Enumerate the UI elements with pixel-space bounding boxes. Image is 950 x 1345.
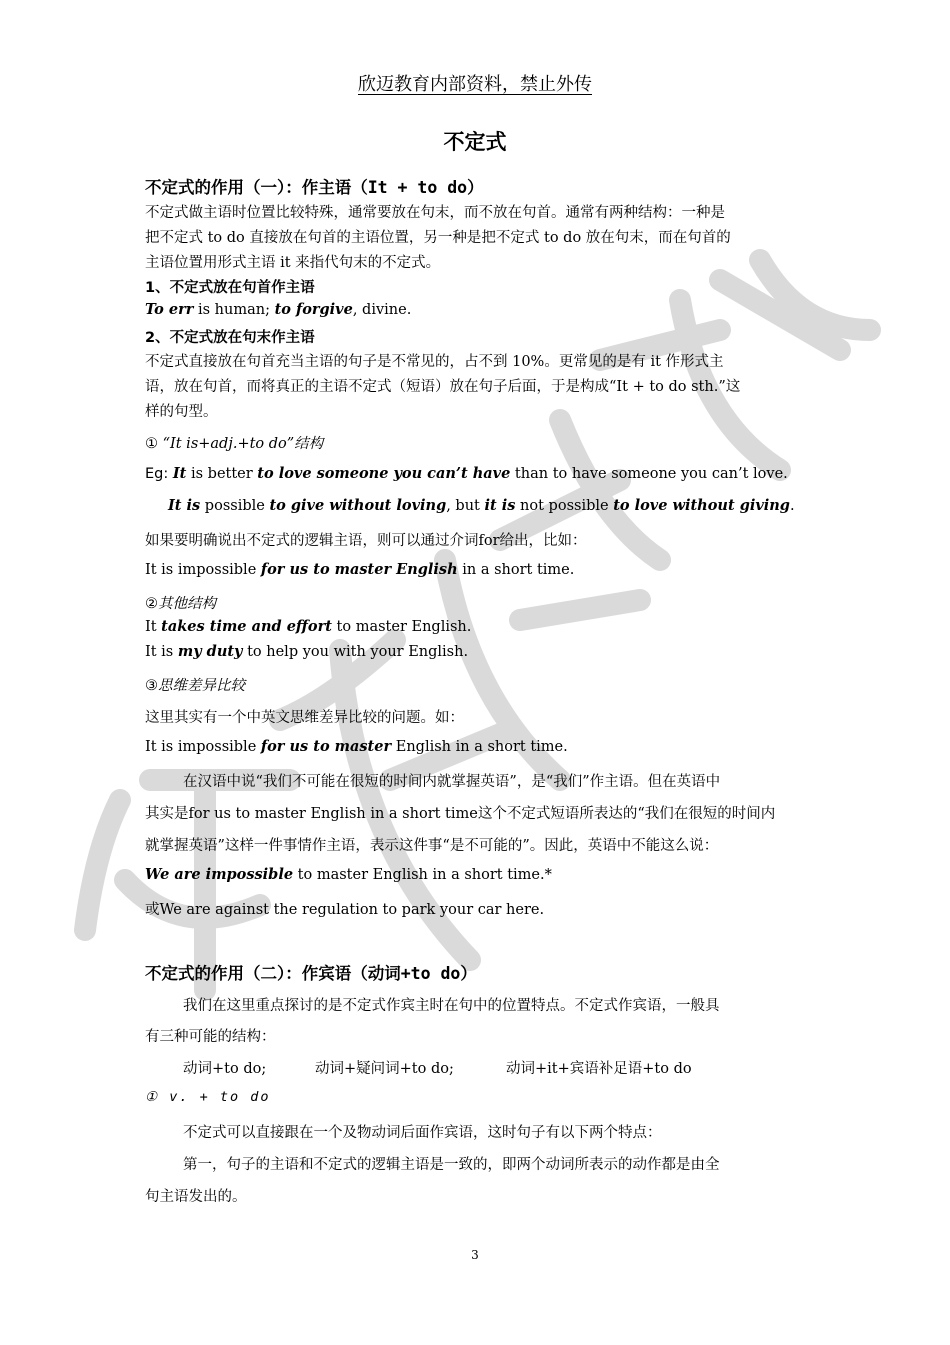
subheading-2: 2、不定式放在句末作主语 [145,330,315,346]
example-6: We are impossible to master English in a short time.* [145,866,552,883]
example-eg1: Eg: It is better to love someone you can’t have than to have someone you can’t love. [145,465,788,482]
subheading-1: 1、不定式放在句首作主语 [145,280,315,296]
s1-para1-line2: 把不定式 to do 直接放在句首的主语位置，另一种是把不定式 to do 放在句末，而在句首的 [145,230,731,246]
structure-1-label: ① “It is+adj.+to do”结构 [145,436,324,452]
s2-structure-1: 动词+to do; [183,1061,267,1077]
structure-2-label: ②其他结构 [145,596,216,612]
example-4: It is my duty to help you with your English. [145,643,469,660]
page-number: 3 [471,1248,479,1262]
s2-structure-2: 动词+疑问词+to do; [315,1061,454,1077]
section-1-heading: 不定式的作用（一）：作主语（It + to do） [145,178,484,197]
s1-para1-line3: 主语位置用形式主语 it 来指代句末的不定式。 [145,255,441,271]
s1-para3-line1: 在汉语中说“我们不可能在很短的时间内就掌握英语”，是“我们”作主语。但在英语中 [183,774,721,790]
for-note: 如果要明确说出不定式的逻辑主语，则可以通过介词for给出，比如： [145,533,587,549]
s1-para3-line3: 就掌握英语”这样一件事情作主语，表示这件事“是不可能的”。因此，英语中不能这么说： [145,838,719,854]
section-2-heading: 不定式的作用（二）：作宾语（动词+to do） [145,964,477,983]
s1-para1-line1: 不定式做主语时位置比较特殊，通常要放在句末，而不放在句首。通常有两种结构：一种是 [145,205,725,221]
example-2: It is impossible for us to master English in a short time. [145,561,575,578]
s1-para3-line2: 其实是for us to master English in a short time这个不定式短语所表达的“我们在很短的时间内 [145,806,776,822]
s2-para2: 不定式可以直接跟在一个及物动词后面作宾语，这时句子有以下两个特点： [183,1125,662,1141]
header-banner: 欣迈教育内部资料，禁止外传 [358,74,592,95]
example-7: 或We are against the regulation to park your car here. [145,902,545,918]
s2-para1-line1: 我们在这里重点探讨的是不定式作宾主时在句中的位置特点。不定式作宾语，一般具 [183,998,720,1014]
v-to-do-label: ① v. + to do [145,1089,271,1105]
s2-para3-line1: 第一，句子的主语和不定式的逻辑主语是一致的，即两个动词所表示的动作都是由全 [183,1157,720,1173]
example-eg2: It is possible to give without loving, but it is not possible to love without giving. [168,497,795,514]
example-1: To err is human; to forgive, divine. [145,301,412,318]
s2-structure-3: 动词+it+宾语补足语+to do [506,1061,692,1077]
structure-3-label: ③思维差异比较 [145,678,245,694]
s2-para1-line2: 有三种可能的结构： [145,1029,276,1045]
compare-intro: 这里其实有一个中英文思维差异比较的问题。如： [145,710,464,726]
s1-para2-line1: 不定式直接放在句首充当主语的句子是不常见的，占不到 10%。更常见的是有 it 作形式主 [145,354,724,370]
example-3: It takes time and effort to master English. [145,618,472,635]
s1-para2-line2: 语，放在句首，而将真正的主语不定式（短语）放在句子后面，于是构成“It + to do sth.”这 [145,379,741,395]
example-5: It is impossible for us to master English in a short time. [145,738,568,755]
page-title: 不定式 [443,130,507,154]
s2-para3-line2: 句主语发出的。 [145,1189,247,1205]
s1-para2-line3: 样的句型。 [145,404,218,420]
